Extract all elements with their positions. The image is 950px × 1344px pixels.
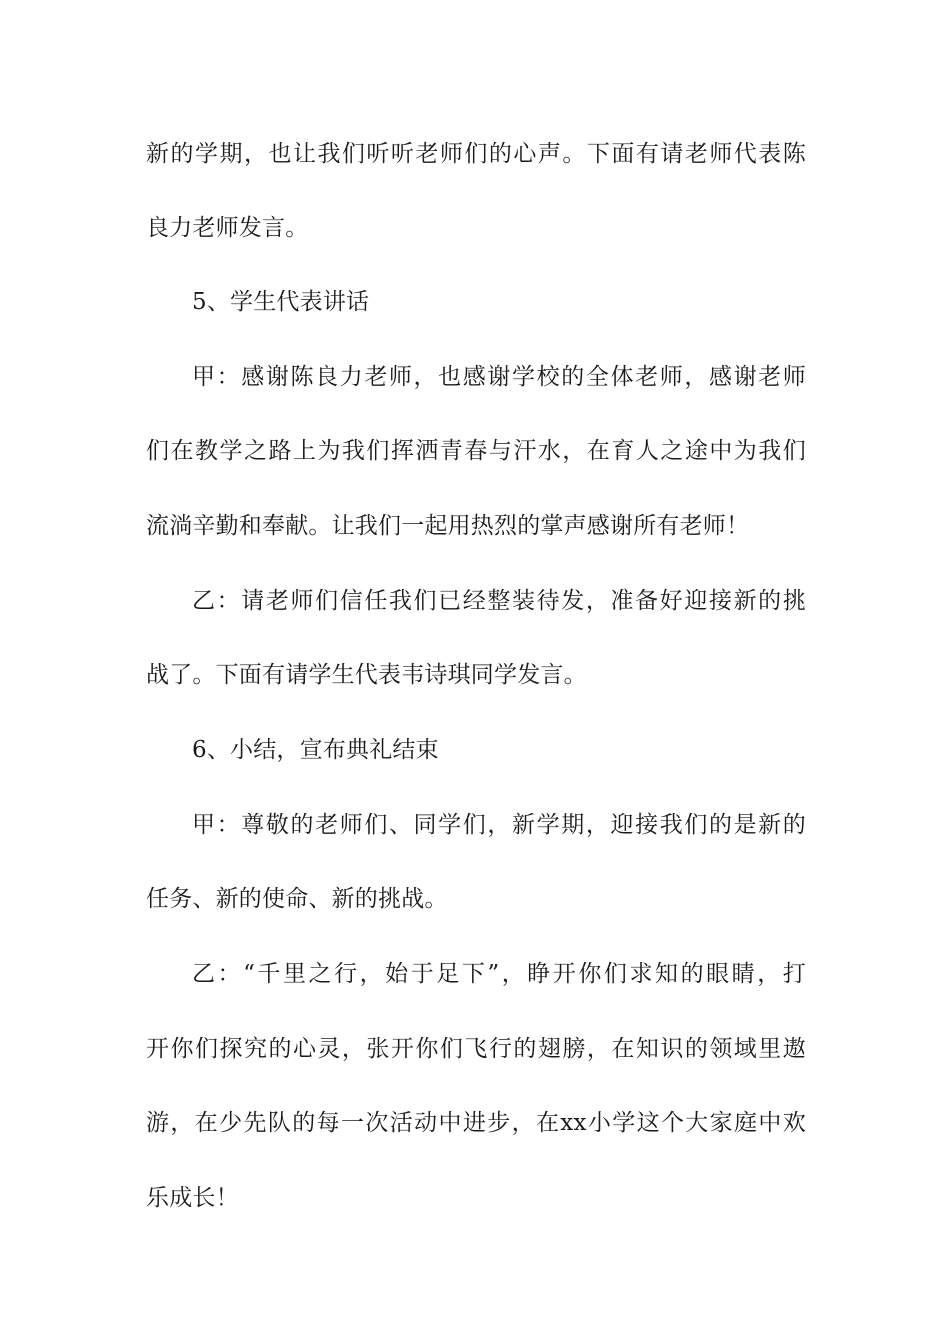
paragraph-line-12: 乙：“千里之行，始于足下”，睁开你们求知的眼睛，打	[192, 961, 806, 987]
paragraph-line-15: 乐成长！	[146, 1185, 239, 1211]
section-heading-6: 6、小结，宣布典礼结束	[192, 737, 439, 763]
section-heading-5: 5、学生代表讲话	[192, 289, 370, 315]
paragraph-line-6: 流淌辛勤和奉献。让我们一起用热烈的掌声感谢所有老师！	[146, 513, 750, 539]
paragraph-line-14: 游，在少先队的每一次活动中进步，在xx小学这个大家庭中欢	[146, 1110, 806, 1136]
paragraph-line-13: 开你们探究的心灵，张开你们飞行的翅膀，在知识的领域里遨	[146, 1036, 806, 1062]
paragraph-line-10: 甲：尊敬的老师们、同学们，新学期，迎接我们的是新的	[192, 812, 806, 838]
paragraph-line-4: 甲：感谢陈良力老师，也感谢学校的全体老师，感谢老师	[192, 364, 806, 390]
paragraph-line-2: 良力老师发言。	[146, 215, 309, 241]
paragraph-line-11: 任务、新的使命、新的挑战。	[146, 886, 448, 912]
paragraph-line-1: 新的学期，也让我们听听老师们的心声。下面有请老师代表陈	[146, 141, 806, 167]
paragraph-line-7: 乙：请老师们信任我们已经整装待发，准备好迎接新的挑	[192, 588, 806, 614]
paragraph-line-5: 们在教学之路上为我们挥洒青春与汗水，在育人之途中为我们	[146, 438, 806, 464]
paragraph-line-8: 战了。下面有请学生代表韦诗琪同学发言。	[146, 662, 587, 688]
